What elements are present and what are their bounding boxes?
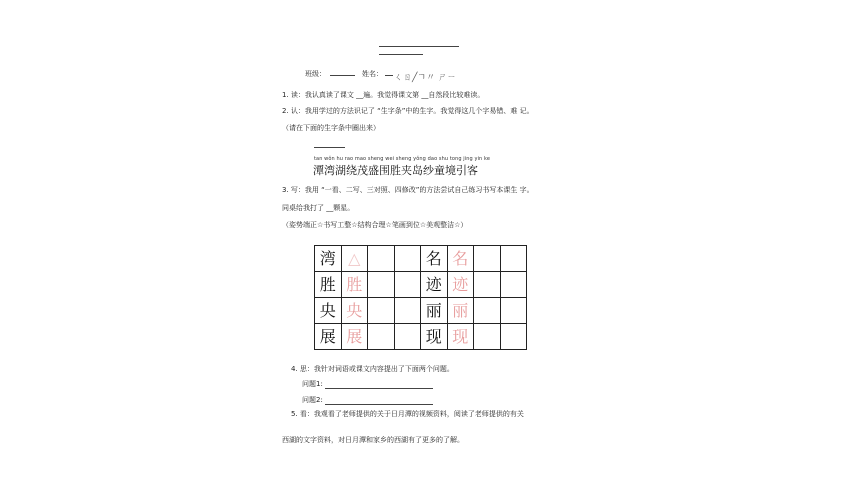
grid-cell-empty[interactable] — [368, 324, 395, 350]
question-2-recognize: 2. 认：我用学过的方法识记了 “生字条”中的生字。我觉得这几个字易错、难 记。 — [282, 107, 534, 115]
grid-cell-character: 丽 — [447, 298, 474, 324]
question-4-think: 4. 思：我针对词语或课文内容提出了下面两个问题。 — [291, 365, 454, 373]
grid-cell-empty[interactable] — [474, 324, 501, 350]
grid-cell-character: 迹 — [447, 272, 474, 298]
grid-cell-empty[interactable] — [394, 246, 421, 272]
problem-1-label: 问题1: — [302, 380, 323, 388]
header-title-lines — [379, 46, 459, 62]
class-label: 班级： — [305, 70, 326, 78]
grid-cell-character: 胜 — [315, 272, 342, 298]
grid-cell-character: 胜 — [341, 272, 368, 298]
grid-cell-character: 现 — [421, 324, 448, 350]
question-2-instruction: （请在下面的生字条中圈出来） — [282, 124, 380, 132]
grid-cell-character: 现 — [447, 324, 474, 350]
grid-cell-empty[interactable] — [394, 272, 421, 298]
question-4-problem-1 — [302, 380, 433, 389]
question-1-read: 1. 读：我认真读了课文 __遍。我觉得课文第 __自然段比较难读。 — [282, 91, 485, 99]
grid-cell-empty[interactable] — [474, 298, 501, 324]
pinyin-row: tan wŏn hu rao mao sheng wei sheng yŏng dao shu tong jing yin ke — [314, 156, 491, 162]
grid-cell-empty[interactable] — [394, 298, 421, 324]
question-3-criteria: （姿势端正☆书写工整☆结构合理☆笔画到位☆美观整洁☆） — [282, 221, 468, 229]
vocabulary-character-row[interactable]: 潭湾湖绕茂盛围胜夹岛纱童境引客 — [313, 164, 478, 177]
grid-cell-empty[interactable] — [500, 324, 527, 350]
grid-cell-empty[interactable] — [368, 272, 395, 298]
grid-cell-empty[interactable] — [474, 272, 501, 298]
name-label: 姓名： — [362, 70, 383, 78]
grid-cell-character: 央 — [315, 298, 342, 324]
title-line-1 — [379, 46, 459, 47]
title-line-2 — [379, 54, 423, 55]
question-3-stars: 同桌给我打了 __颗星。 — [282, 204, 355, 212]
char-strip-mark — [314, 147, 345, 148]
problem-2-label: 问题2: — [302, 396, 323, 404]
grid-cell-empty[interactable] — [500, 298, 527, 324]
grid-cell-character: 展 — [315, 324, 342, 350]
grid-row — [315, 298, 527, 324]
grid-cell-character: △ — [341, 246, 368, 272]
grid-row — [315, 246, 527, 272]
problem-1-answer-line[interactable] — [325, 382, 433, 389]
grid-cell-empty[interactable] — [474, 246, 501, 272]
grid-cell-character: 名 — [421, 246, 448, 272]
grid-row — [315, 324, 527, 350]
grid-cell-empty[interactable] — [368, 298, 395, 324]
grid-cell-character: 名 — [447, 246, 474, 272]
grid-cell-character: 央 — [341, 298, 368, 324]
question-5-watch: 5. 看：我观看了老师提供的关于日月潭的视频资料，阅读了老师提供的有关 — [291, 410, 524, 418]
grid-cell-character: 丽 — [421, 298, 448, 324]
grid-cell-character: 迹 — [421, 272, 448, 298]
title-scribble: ㄑㄖ╱ㄱ〃 ㄕㄧ — [394, 73, 456, 83]
grid-cell-empty[interactable] — [368, 246, 395, 272]
question-4-problem-2 — [302, 396, 433, 405]
grid-cell-empty[interactable] — [500, 246, 527, 272]
question-3-write: 3. 写：我用 “一看、二写、三对照、四修改”的方法尝试自己练习书写本课生 字。 — [282, 186, 534, 194]
grid-cell-character: 展 — [341, 324, 368, 350]
writing-practice-grid — [314, 245, 527, 350]
grid-cell-character: 湾 — [315, 246, 342, 272]
grid-cell-empty[interactable] — [500, 272, 527, 298]
problem-2-answer-line[interactable] — [325, 398, 433, 405]
name-blank[interactable] — [385, 75, 393, 76]
grid-cell-empty[interactable] — [394, 324, 421, 350]
grid-row — [315, 272, 527, 298]
class-blank[interactable] — [330, 75, 355, 76]
question-5-continued: 西湖的文字资料，对日月潭和家乡的西湖有了更多的了解。 — [282, 436, 464, 444]
